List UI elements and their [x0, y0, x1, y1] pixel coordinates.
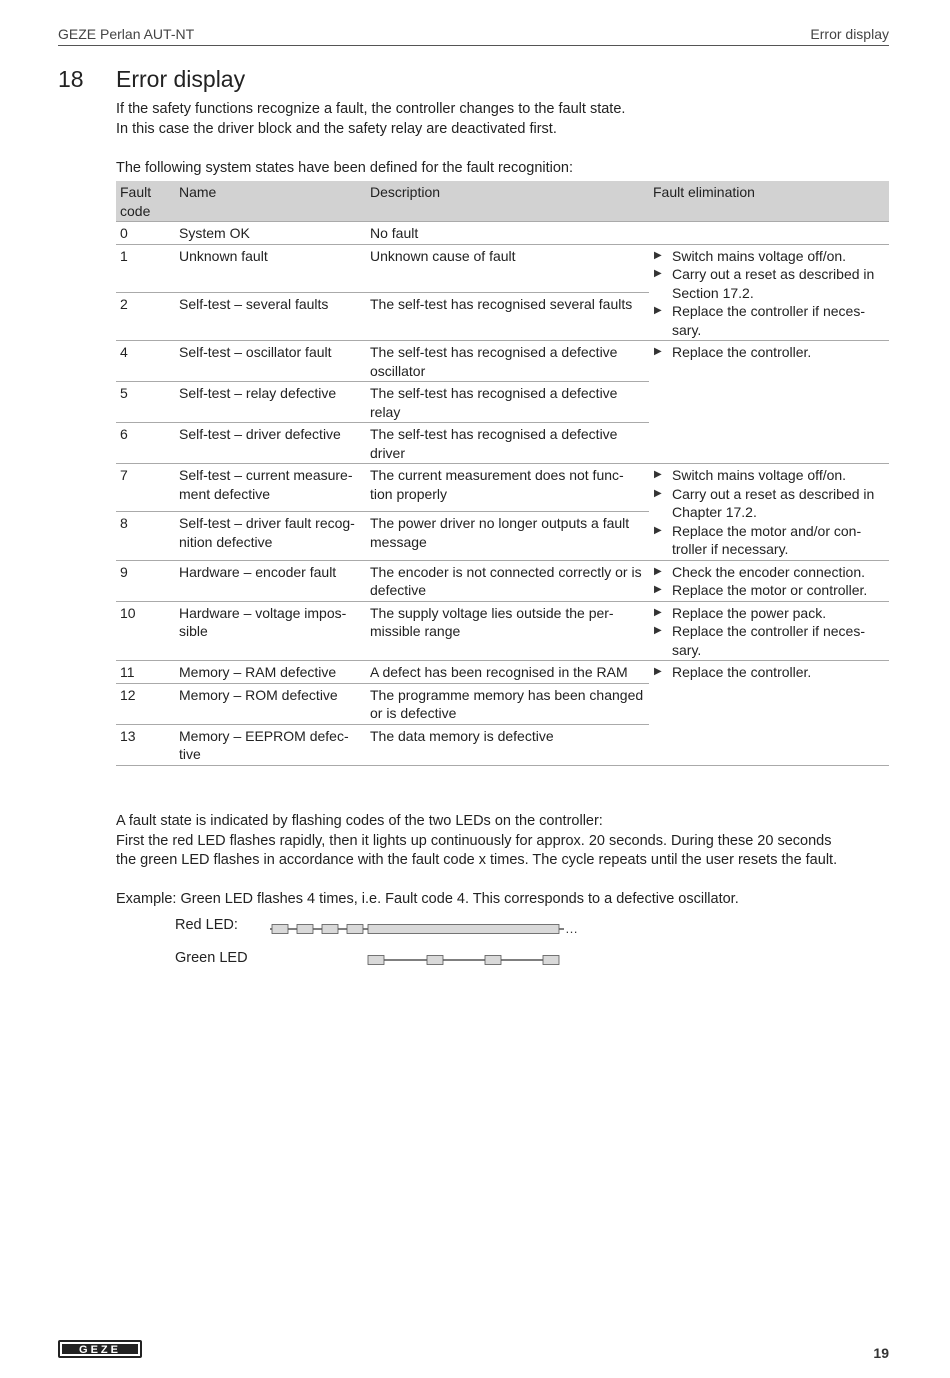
fix-item: ▶ Replace the controller if neces-sary. [653, 622, 885, 659]
cell-fix [649, 560, 889, 601]
red-led-flash [347, 925, 363, 934]
fix-item: ▶ Carry out a reset as described in Section 17.2. [653, 265, 885, 302]
cell-description: The programme memory has been changed or is defective [366, 683, 649, 724]
fix-item: ▶ Switch mains voltage off/on. [653, 247, 885, 266]
green-led-flash [368, 956, 384, 965]
fix-item: ▶ Replace the controller. [653, 343, 885, 362]
fix-list [653, 247, 885, 340]
cell-code: 6 [116, 423, 175, 464]
cell-code: 13 [116, 724, 175, 765]
cell-name: Memory – EEPROM defec-tive [175, 724, 366, 765]
green-led-flash [543, 956, 559, 965]
page-header [58, 25, 889, 46]
intro-line-1: If the safety functions recognize a fault, the controller changes to the fault state. [116, 101, 626, 117]
cell-name: Self-test – driver defective [175, 423, 366, 464]
fix-item: ▶ Replace the controller. [653, 663, 885, 682]
fault-table [116, 181, 889, 766]
cell-name: Unknown fault [175, 244, 366, 292]
table-intro: The following system states have been defined for the fault recognition: [116, 160, 574, 176]
fix-list [653, 604, 885, 660]
cell-fix [649, 661, 889, 766]
cell-code: 9 [116, 560, 175, 601]
cell-code: 10 [116, 601, 175, 661]
logo-text: GEZE [79, 1344, 121, 1356]
cell-description: The self-test has recognised a defective driver [366, 423, 649, 464]
header-fix: Fault elimination [649, 181, 889, 222]
cell-code: 8 [116, 512, 175, 560]
cell-name: Self-test – driver fault recog-nition defective [175, 512, 366, 560]
cell-fix [649, 341, 889, 464]
fix-list [653, 466, 885, 559]
cell-name: Memory – RAM defective [175, 661, 366, 684]
fix-list [653, 663, 885, 682]
red-led-continuous [368, 925, 559, 934]
cell-code: 2 [116, 292, 175, 340]
table-row [116, 661, 889, 684]
fix-item: ▶ Check the encoder connection. [653, 563, 885, 582]
cell-name: Self-test – oscillator fault [175, 341, 366, 382]
cell-code: 7 [116, 464, 175, 512]
red-led-ellipsis: … [565, 921, 578, 936]
cell-description: The data memory is defective [366, 724, 649, 765]
cell-fix [649, 464, 889, 561]
cell-description: Unknown cause of fault [366, 244, 649, 292]
table-row [116, 244, 889, 292]
red-led-flash [322, 925, 338, 934]
cell-name: Self-test – current measure-ment defective [175, 464, 366, 512]
header-code: Fault code [116, 181, 175, 222]
header-name: Name [175, 181, 366, 222]
intro-line-2: In this case the driver block and the safety relay are deactivated first. [116, 121, 557, 137]
section-title: Error display [116, 66, 246, 92]
cell-description: The power driver no longer outputs a fault message [366, 512, 649, 560]
led-text-line-1: A fault state is indicated by flashing codes of the two LEDs on the controller: [116, 813, 603, 829]
cell-description: The self-test has recognised a defective relay [366, 382, 649, 423]
cell-name: Hardware – voltage impos-sible [175, 601, 366, 661]
header-section: Error display [810, 26, 889, 42]
led-text-line-3: the green LED flashes in accordance with the fault code x times. The cycle repeats until the user resets the fault. [116, 852, 838, 868]
cell-name: Self-test – relay defective [175, 382, 366, 423]
fix-item: ▶ Replace the motor or controller. [653, 581, 885, 600]
cell-fix [649, 244, 889, 341]
green-led-signal [368, 956, 559, 965]
header-description: Description [366, 181, 649, 222]
cell-fix [649, 601, 889, 661]
cell-code: 11 [116, 661, 175, 684]
green-led-label: Green LED [175, 950, 248, 966]
fix-item: ▶ Replace the motor and/or con-troller if necessary. [653, 522, 885, 559]
cell-name: Hardware – encoder fault [175, 560, 366, 601]
page-number: 19 [873, 1345, 889, 1361]
cell-description: The self-test has recognised a defective oscillator [366, 341, 649, 382]
red-led-flash [272, 925, 288, 934]
red-led-flash [297, 925, 313, 934]
table-row [116, 560, 889, 601]
cell-name: System OK [175, 222, 366, 245]
table-row [116, 341, 889, 382]
cell-code: 0 [116, 222, 175, 245]
cell-description: No fault [366, 222, 649, 245]
cell-name: Memory – ROM defective [175, 683, 366, 724]
table-header-row [116, 181, 889, 222]
example-text: Example: Green LED flashes 4 times, i.e. Fault code 4. This corresponds to a defective oscillator. [116, 891, 739, 907]
cell-description: The encoder is not connected correctly or is defective [366, 560, 649, 601]
fix-item: ▶ Replace the controller if neces-sary. [653, 302, 885, 339]
fix-item: ▶ Replace the power pack. [653, 604, 885, 623]
cell-fix [649, 222, 889, 245]
fix-list [653, 343, 885, 362]
cell-name: Self-test – several faults [175, 292, 366, 340]
green-led-flash [485, 956, 501, 965]
fix-item: ▶ Carry out a reset as described in Chapter 17.2. [653, 485, 885, 522]
fix-item: ▶ Switch mains voltage off/on. [653, 466, 885, 485]
cell-code: 5 [116, 382, 175, 423]
cell-code: 4 [116, 341, 175, 382]
cell-description: The supply voltage lies outside the per-missible range [366, 601, 649, 661]
red-led-signal [270, 921, 578, 936]
green-led-flash [427, 956, 443, 965]
cell-description: The self-test has recognised several faults [366, 292, 649, 340]
table-row [116, 601, 889, 661]
table-row [116, 222, 889, 245]
cell-description: A defect has been recognised in the RAM [366, 661, 649, 684]
cell-code: 12 [116, 683, 175, 724]
led-text-line-2: First the red LED flashes rapidly, then it lights up continuously for approx. 20 seconds. During these 20 seconds [116, 833, 832, 849]
red-led-label: Red LED: [175, 917, 238, 933]
geze-logo [58, 1340, 142, 1358]
cell-code: 1 [116, 244, 175, 292]
section-number: 18 [58, 66, 84, 92]
cell-description: The current measurement does not func-tion properly [366, 464, 649, 512]
fix-list [653, 563, 885, 600]
header-product: GEZE Perlan AUT-NT [58, 26, 195, 42]
table-row [116, 464, 889, 512]
